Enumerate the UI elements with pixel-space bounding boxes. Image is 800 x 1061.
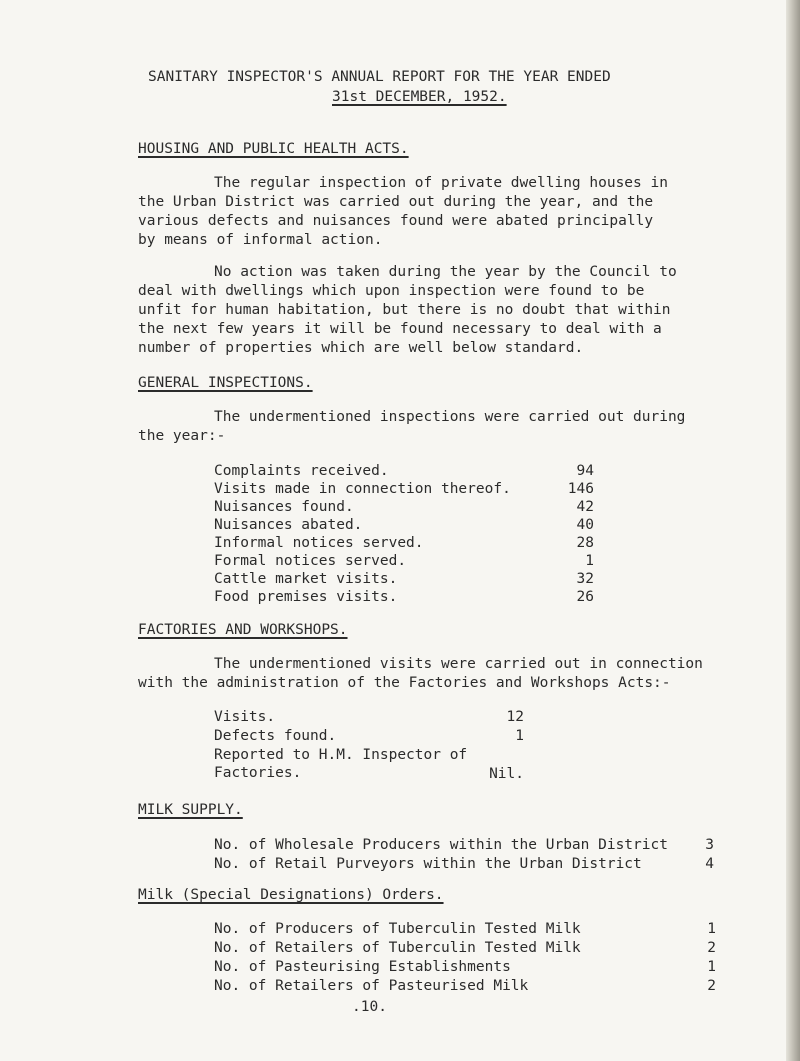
item-value: 1 [707, 959, 716, 975]
item-label: Nuisances abated. [214, 517, 363, 533]
housing-para1-line: The regular inspection of private dwelling houses in [214, 175, 668, 191]
factories-intro-line: The undermentioned visits were carried out in connection [214, 656, 703, 672]
list-item [214, 498, 594, 516]
list-item [214, 920, 716, 938]
housing-para2-line: the next few years it will be found necessary to deal with a [138, 321, 662, 337]
item-label: Informal notices served. [214, 535, 424, 551]
factories-intro-line: with the administration of the Factories and Workshops Acts:- [138, 675, 671, 691]
item-value: 42 [576, 499, 594, 515]
item-value: 26 [576, 589, 594, 605]
list-item [214, 516, 594, 534]
list-item [214, 552, 594, 570]
list-item [214, 958, 716, 976]
item-label: Formal notices served. [214, 553, 407, 569]
item-label: No. of Wholesale Producers within the Urban District [214, 837, 668, 853]
item-label: Visits. [214, 709, 276, 725]
designations-heading: Milk (Special Designations) Orders. [138, 887, 444, 903]
item-value: 12 [506, 709, 524, 725]
list-item [214, 746, 524, 784]
item-value: 32 [576, 571, 594, 587]
housing-para2-line: unfit for human habitation, but there is no doubt that within [138, 302, 671, 318]
list-item [214, 462, 594, 480]
item-label: Nuisances found. [214, 499, 354, 515]
housing-heading: HOUSING AND PUBLIC HEALTH ACTS. [138, 141, 409, 157]
list-item [214, 939, 716, 957]
report-title-line1: SANITARY INSPECTOR'S ANNUAL REPORT FOR THE YEAR ENDED [148, 69, 611, 85]
housing-para2-line: No action was taken during the year by the Council to [214, 264, 677, 280]
general-intro-line: the year:- [138, 428, 226, 444]
item-value: 40 [576, 517, 594, 533]
scanned-page-edge [786, 0, 800, 1061]
item-value: 146 [567, 481, 594, 497]
report-title-line2: 31st DECEMBER, 1952. [332, 89, 507, 105]
list-item [214, 727, 524, 745]
item-value: 2 [707, 978, 716, 994]
list-item [214, 570, 594, 588]
item-label: No. of Retailers of Pasteurised Milk [214, 978, 529, 994]
item-value: 1 [585, 553, 594, 569]
page-number: .10. [352, 999, 387, 1015]
item-value: Nil. [489, 766, 524, 782]
item-label: Reported to H.M. Inspector of Factories. [214, 747, 468, 781]
item-label: Visits made in connection thereof. [214, 481, 511, 497]
item-value: 1 [515, 728, 524, 744]
item-label: Food premises visits. [214, 589, 398, 605]
item-value: 3 [705, 837, 714, 853]
housing-para2-line: deal with dwellings which upon inspection were found to be [138, 283, 645, 299]
list-item [214, 588, 594, 606]
housing-para1-line: the Urban District was carried out during the year, and the [138, 194, 654, 210]
list-item [214, 977, 716, 995]
item-label: Cattle market visits. [214, 571, 398, 587]
item-value: 2 [707, 940, 716, 956]
housing-para1-line: various defects and nuisances found were abated principally [138, 213, 654, 229]
item-label: Defects found. [214, 728, 337, 744]
general-heading: GENERAL INSPECTIONS. [138, 375, 313, 391]
list-item [214, 708, 524, 726]
item-label: No. of Retailers of Tuberculin Tested Milk [214, 940, 581, 956]
list-item [214, 480, 594, 498]
item-label: Complaints received. [214, 463, 389, 479]
item-label: No. of Producers of Tuberculin Tested Milk [214, 921, 581, 937]
item-label: No. of Pasteurising Establishments [214, 959, 511, 975]
housing-para2-line: number of properties which are well below standard. [138, 340, 584, 356]
general-intro-line: The undermentioned inspections were carried out during [214, 409, 686, 425]
item-value: 4 [705, 856, 714, 872]
list-item [214, 836, 714, 854]
housing-para1-line: by means of informal action. [138, 232, 383, 248]
list-item [214, 534, 594, 552]
milk-heading: MILK SUPPLY. [138, 802, 243, 818]
item-label: No. of Retail Purveyors within the Urban District [214, 856, 642, 872]
list-item [214, 855, 714, 873]
factories-heading: FACTORIES AND WORKSHOPS. [138, 622, 348, 638]
item-value: 94 [576, 463, 594, 479]
item-value: 1 [707, 921, 716, 937]
item-value: 28 [576, 535, 594, 551]
